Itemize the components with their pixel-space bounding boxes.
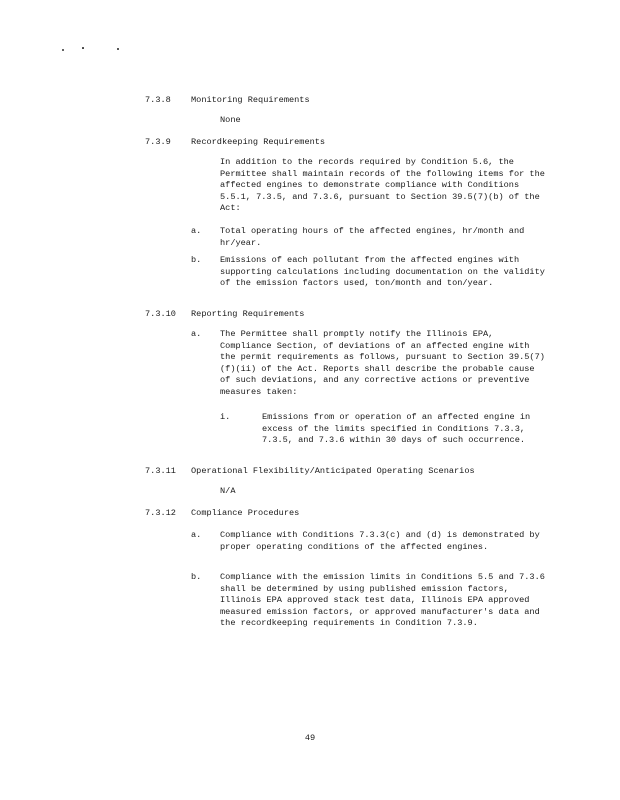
speck	[62, 49, 64, 51]
section-number: 7.3.9	[145, 137, 171, 147]
item-label: a.	[191, 226, 202, 236]
item-label: a.	[191, 530, 202, 540]
item-label: a.	[191, 329, 202, 339]
section-title: Monitoring Requirements	[191, 95, 310, 105]
section-title: Recordkeeping Requirements	[191, 137, 326, 147]
section-7-3-11-body: N/A	[220, 486, 236, 496]
section-number: 7.3.11	[145, 466, 176, 476]
section-7-3-9-intro: In addition to the records required by Condition 5.6, the Permittee shall maintain records of the following items for the affected engines to demonstrate compliance with Conditions 5.5.1, 7.3.5, and 7.3.6, pursuant to Section 39.5(7)(b) of the Act:	[220, 157, 545, 214]
section-title: Compliance Procedures	[191, 508, 300, 518]
section-number: 7.3.10	[145, 309, 176, 319]
item-text: Compliance with Conditions 7.3.3(c) and (d) is demonstrated by proper operating conditions of the affected engines.	[220, 530, 540, 552]
item-label: b.	[191, 572, 202, 582]
item-text: Emissions of each pollutant from the affected engines with supporting calculations including documentation on the validity of the emission factors used, ton/month and ton/year.	[220, 255, 545, 289]
page-number: 49	[304, 733, 316, 743]
scan-specks	[62, 44, 122, 54]
sub-item-label: i.	[220, 412, 231, 422]
item-text: Compliance with the emission limits in Conditions 5.5 and 7.3.6 shall be determined by using published emission factors, Illinois EPA approved stack test data, Illinois EPA approved measured emission factors, or approved manufacturer's data and the recordkeeping requirements in Condition 7.3.9.	[220, 572, 545, 629]
item-text: Total operating hours of the affected engines, hr/month and hr/year.	[220, 226, 525, 248]
item-label: b.	[191, 255, 202, 265]
section-title: Operational Flexibility/Anticipated Operating Scenarios	[191, 466, 475, 476]
speck	[82, 47, 84, 49]
section-title: Reporting Requirements	[191, 309, 305, 319]
speck	[117, 48, 119, 50]
section-number: 7.3.8	[145, 95, 171, 105]
sub-item-text: Emissions from or operation of an affected engine in excess of the limits specified in Conditions 7.3.3, 7.3.5, and 7.3.6 within 30 days of such occurrence.	[262, 412, 531, 446]
item-text: The Permittee shall promptly notify the Illinois EPA, Compliance Section, of deviations of an affected engine with the permit requirements as follows, pursuant to Section 39.5(7)(f)(ii) of the Act. Reports shall describe the probable cause of such deviations, and any corrective actions or preventive measures taken:	[220, 329, 545, 397]
section-number: 7.3.12	[145, 508, 176, 518]
section-7-3-8-body: None	[220, 115, 241, 125]
